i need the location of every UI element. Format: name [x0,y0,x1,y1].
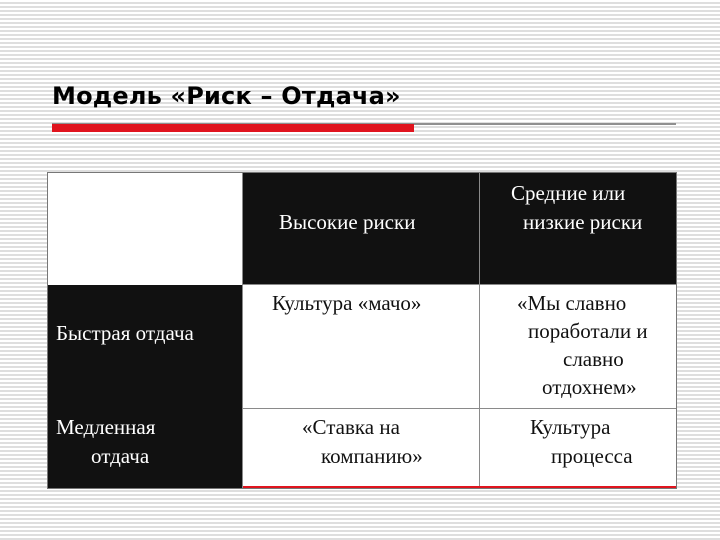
cell-macho-culture [243,285,480,409]
cell-work-hard-play-hard [480,285,676,409]
cell-bet-the-company-line2: компанию» [321,444,423,468]
cell-macho-culture-text: Культура «мачо» [272,291,422,315]
cell-work-hard-line3: славно [563,347,624,371]
cell-process-culture-line1: Культура [530,415,611,439]
slide-title: Модель «Риск – Отдача» [52,82,401,110]
grid-line-h2 [243,408,676,409]
cell-bet-the-company [243,409,480,488]
header-low-risk-line1: Средние или [511,181,626,205]
table-corner-cell [48,173,243,285]
cell-process-culture-line2: процесса [551,444,633,468]
grid-line-v1 [242,173,243,488]
row-label-fast-return-text: Быстрая отдача [56,321,194,345]
grid-line-v2 [479,173,480,488]
row-label-slow-return-line1: Медленная [56,415,156,439]
cell-work-hard-line2: поработали и [528,319,648,343]
header-low-risk-line2: низкие риски [523,210,643,234]
title-underline-red [52,124,414,132]
header-high-risk-label: Высокие риски [279,210,416,234]
cell-bet-the-company-line1: «Ставка на [302,415,400,439]
row-label-slow-return-line2: отдача [91,444,150,468]
cell-process-culture [480,409,676,488]
row-label-fast-return [48,285,243,409]
table-bottom-accent [243,486,676,488]
row-label-slow-return [48,409,243,488]
grid-line-h1 [243,284,676,285]
cell-work-hard-line1: «Мы славно [517,291,627,315]
header-high-risk [243,173,480,285]
cell-work-hard-line4: отдохнем» [542,375,637,399]
header-low-risk [480,173,676,285]
